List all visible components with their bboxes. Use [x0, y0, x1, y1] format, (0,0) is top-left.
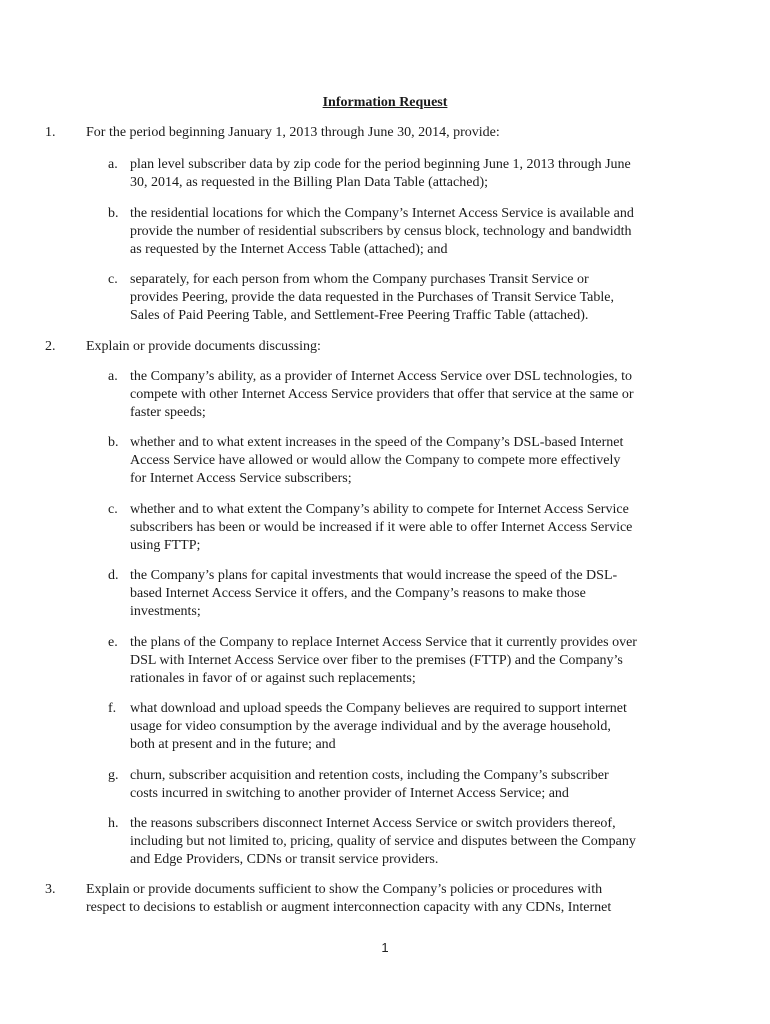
document-title: Information Request	[322, 95, 448, 110]
sub-letter: a.	[108, 369, 118, 384]
item-text	[86, 124, 682, 142]
sub-letter: b.	[108, 435, 119, 450]
sub-line: faster speeds;	[130, 405, 206, 420]
sub-line: for Internet Access Service subscribers;	[130, 471, 352, 486]
sub-line: costs incurred in switching to another provider of Internet Access Service; and	[130, 786, 569, 801]
item-number: 2.	[45, 339, 56, 354]
item-number: 3.	[45, 882, 56, 897]
sub-text	[130, 634, 690, 688]
sub-line: whether and to what extent increases in the speed of the Company’s DSL-based Internet	[130, 435, 624, 450]
sub-line: both at present and in the future; and	[130, 737, 336, 752]
sub-letter: f.	[108, 701, 117, 716]
sub-line: the Company’s ability, as a provider of Internet Access Service over DSL technologies, to	[130, 369, 633, 384]
item-text	[86, 881, 682, 917]
sub-text	[130, 368, 690, 422]
item-line: For the period beginning January 1, 2013 through June 30, 2014, provide:	[86, 125, 500, 140]
sub-line: as requested by the Internet Access Table (attached); and	[130, 242, 448, 257]
sub-line: Sales of Paid Peering Table, and Settlement-Free Peering Traffic Table (attached).	[130, 308, 589, 323]
item-line: respect to decisions to establish or augment interconnection capacity with any CDNs, Internet	[86, 900, 612, 915]
sub-text	[130, 434, 690, 488]
sub-line: the Company’s plans for capital investments that would increase the speed of the DSL-	[130, 568, 618, 583]
sub-line: using FTTP;	[130, 538, 201, 553]
sub-line: based Internet Access Service it offers, and the Company’s reasons to make those	[130, 586, 586, 601]
sub-letter: c.	[108, 502, 118, 517]
sub-letter: a.	[108, 157, 118, 172]
sub-line: provide the number of residential subscribers by census block, technology and bandwidth	[130, 224, 632, 239]
sub-letter: e.	[108, 635, 118, 650]
sub-line: including but not limited to, pricing, quality of service and disputes between the Company	[130, 834, 636, 849]
sub-line: and Edge Providers, CDNs or transit service providers.	[130, 852, 439, 867]
sub-line: churn, subscriber acquisition and retention costs, including the Company’s subscriber	[130, 768, 609, 783]
page-number: 1	[381, 940, 389, 955]
item-line: Explain or provide documents discussing:	[86, 339, 321, 354]
sub-line: plan level subscriber data by zip code for the period beginning June 1, 2013 through June	[130, 157, 631, 172]
sub-line: the plans of the Company to replace Internet Access Service that it currently provides over	[130, 635, 637, 650]
sub-line: Access Service have allowed or would allow the Company to compete more effectively	[130, 453, 621, 468]
item-line: Explain or provide documents sufficient to show the Company’s policies or procedures with	[86, 882, 603, 897]
sub-line: rationales in favor of or against such replacements;	[130, 671, 416, 686]
sub-text	[130, 700, 690, 754]
sub-text	[130, 767, 690, 803]
sub-text	[130, 501, 690, 555]
sub-line: compete with other Internet Access Service providers that offer that service at the same or	[130, 387, 634, 402]
sub-line: whether and to what extent the Company’s ability to compete for Internet Access Service	[130, 502, 629, 517]
sub-text	[130, 205, 690, 259]
item-number: 1.	[45, 125, 56, 140]
sub-letter: h.	[108, 816, 119, 831]
sub-line: the residential locations for which the Company’s Internet Access Service is available and	[130, 206, 634, 221]
sub-text	[130, 271, 690, 325]
sub-line: investments;	[130, 604, 201, 619]
sub-line: separately, for each person from whom the Company purchases Transit Service or	[130, 272, 589, 287]
sub-letter: b.	[108, 206, 119, 221]
sub-line: DSL with Internet Access Service over fiber to the premises (FTTP) and the Company’s	[130, 653, 623, 668]
item-text	[86, 338, 682, 356]
sub-line: 30, 2014, as requested in the Billing Plan Data Table (attached);	[130, 175, 488, 190]
sub-text	[130, 156, 690, 192]
sub-line: usage for video consumption by the average individual and by the average household,	[130, 719, 611, 734]
sub-line: the reasons subscribers disconnect Internet Access Service or switch providers thereof,	[130, 816, 616, 831]
sub-line: provides Peering, provide the data requested in the Purchases of Transit Service Table,	[130, 290, 614, 305]
sub-text	[130, 815, 690, 869]
sub-letter: d.	[108, 568, 119, 583]
sub-text	[130, 567, 690, 621]
sub-line: subscribers has been or would be increased if it were able to offer Internet Access Service	[130, 520, 633, 535]
sub-letter: g.	[108, 768, 119, 783]
sub-letter: c.	[108, 272, 118, 287]
sub-line: what download and upload speeds the Company believes are required to support internet	[130, 701, 627, 716]
